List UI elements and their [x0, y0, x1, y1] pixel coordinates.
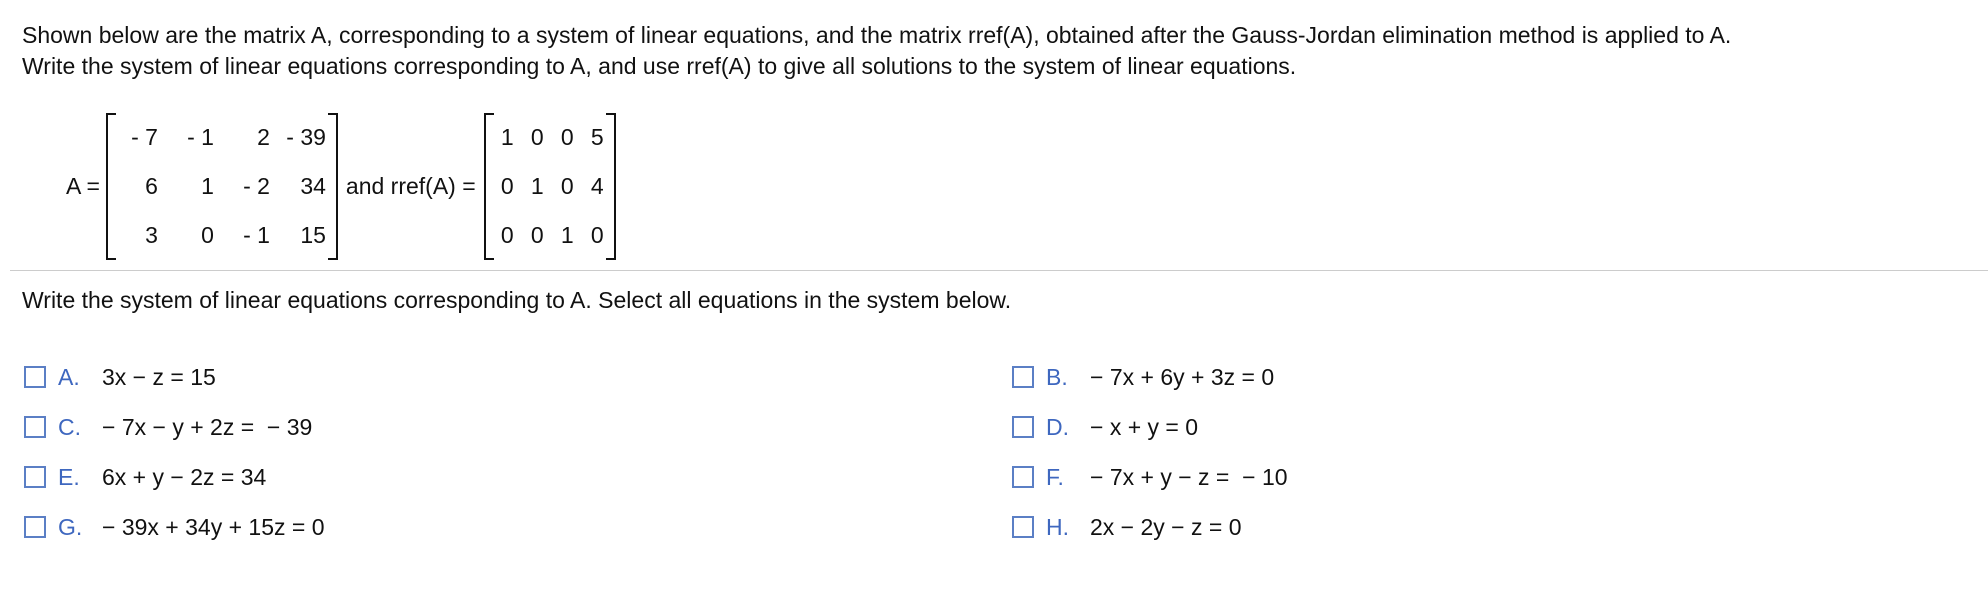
matrix-rref-label: and rref(A) = [345, 172, 476, 199]
matrix-cell: 0 [201, 221, 214, 248]
choice-f[interactable] [1012, 461, 1288, 493]
choice-letter: H. [1046, 513, 1069, 540]
choice-b[interactable] [1012, 361, 1274, 393]
matrix-cell: 15 [300, 221, 326, 248]
choice-text: − 39x + 34y + 15z = 0 [102, 513, 325, 540]
matrix-cell: 2 [257, 123, 270, 150]
choice-text: − x + y = 0 [1090, 413, 1199, 440]
checkbox[interactable] [1012, 416, 1034, 438]
matrix-a-row [118, 211, 326, 260]
checkbox[interactable] [1012, 466, 1034, 488]
matrix-cell: 1 [201, 172, 214, 199]
choice-letter: F. [1046, 463, 1064, 490]
matrix-cell: - 1 [187, 123, 214, 150]
matrix-cell: 0 [560, 123, 574, 150]
question-prompt: Write the system of linear equations corresponding to A. Select all equations in the system below. [22, 287, 1012, 313]
choice-letter: C. [58, 413, 81, 440]
matrix-rref-row [496, 113, 604, 162]
choice-a[interactable] [24, 361, 216, 393]
matrix-cell: 34 [300, 172, 326, 199]
choice-text: 2x − 2y − z = 0 [1090, 513, 1242, 540]
checkbox[interactable] [24, 516, 46, 538]
choice-d[interactable] [1012, 411, 1198, 443]
matrix-a [106, 113, 338, 260]
choice-g[interactable] [24, 511, 325, 543]
matrix-cell: 0 [560, 172, 574, 199]
checkbox[interactable] [1012, 516, 1034, 538]
choice-letter: E. [58, 463, 80, 490]
matrix-cell: 1 [500, 123, 514, 150]
matrix-a-row [118, 113, 326, 162]
choice-text: − 7x + 6y + 3z = 0 [1090, 363, 1275, 390]
matrix-cell: 0 [500, 221, 514, 248]
matrix-cell: 0 [530, 123, 544, 150]
matrix-a-label: A = [66, 172, 100, 199]
checkbox[interactable] [24, 466, 46, 488]
matrix-cell: 1 [560, 221, 574, 248]
matrix-cell: 3 [145, 221, 158, 248]
matrix-cell: 0 [590, 221, 604, 248]
section-divider [10, 270, 1988, 271]
matrix-cell: 5 [590, 123, 604, 150]
choice-text: 3x − z = 15 [102, 363, 216, 390]
choice-text: 6x + y − 2z = 34 [102, 463, 267, 490]
instructions [22, 20, 1731, 82]
matrix-cell: - 1 [243, 221, 270, 248]
matrix-display [66, 112, 616, 260]
choice-text: − 7x + y − z = − 10 [1090, 463, 1288, 490]
choice-letter: G. [58, 513, 83, 540]
matrix-rref-row [496, 162, 604, 211]
matrix-cell: 0 [500, 172, 514, 199]
matrix-cell: - 39 [286, 123, 326, 150]
instructions-line-2: Write the system of linear equations corresponding to A, and use rref(A) to give all solutions to the system of linear equations. [22, 53, 1297, 79]
matrix-rref [484, 113, 616, 260]
choice-h[interactable] [1012, 511, 1242, 543]
choice-letter: D. [1046, 413, 1069, 440]
matrix-rref-row [496, 211, 604, 260]
matrix-cell: 1 [530, 172, 544, 199]
matrix-cell: - 2 [243, 172, 270, 199]
checkbox[interactable] [24, 366, 46, 388]
matrix-a-row [118, 162, 326, 211]
matrix-cell: - 7 [131, 123, 158, 150]
choice-c[interactable] [24, 411, 312, 443]
choice-letter: B. [1046, 363, 1068, 390]
choice-text: − 7x − y + 2z = − 39 [102, 413, 313, 440]
instructions-line-1: Shown below are the matrix A, corresponding to a system of linear equations, and the matrix rref(A), obtained after the Gauss-Jordan elimination method is applied to A. [22, 22, 1732, 48]
matrix-cell: 4 [590, 172, 604, 199]
matrix-cell: 0 [530, 221, 544, 248]
choice-letter: A. [58, 363, 80, 390]
choice-e[interactable] [24, 461, 266, 493]
checkbox[interactable] [24, 416, 46, 438]
checkbox[interactable] [1012, 366, 1034, 388]
matrix-cell: 6 [145, 172, 158, 199]
